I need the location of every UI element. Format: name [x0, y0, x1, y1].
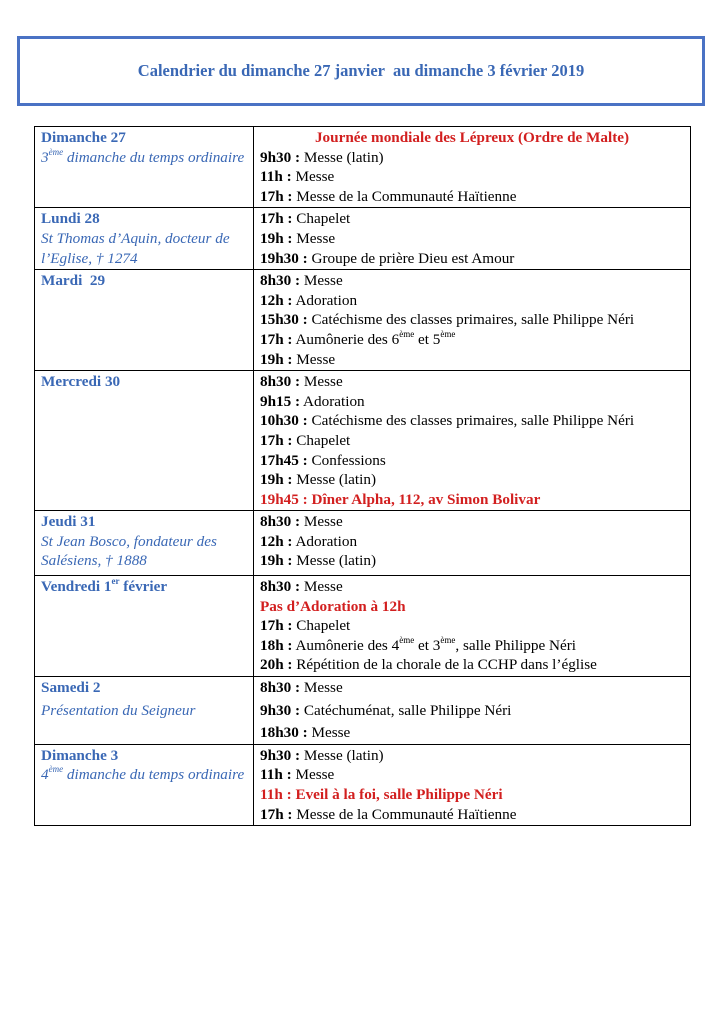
title-box [17, 36, 705, 106]
event-item: 19h : Messe [260, 229, 336, 247]
day-subtitle: 3ème dimanche du temps ordinaire [41, 146, 245, 166]
event-item: 18h : Aumônerie des 4ème et 3ème, salle Philippe Néri [260, 634, 577, 654]
day-subtitle: St Thomas d’Aquin, docteur de l’Eglise, † 1274 [41, 229, 230, 267]
day-row-dimanche-27 [35, 127, 691, 208]
day-name: Lundi 28 [41, 210, 100, 228]
day-cell [35, 677, 254, 745]
event-highlight: Journée mondiale des Lépreux (Ordre de Malte) [314, 129, 630, 146]
event-item: 17h : Chapelet [260, 210, 351, 228]
event-item: 19h : Messe (latin) [260, 471, 377, 489]
event-item: 20h : Répétition de la chorale de la CCHP dans l’église [260, 656, 597, 674]
event-item: 19h : Messe [260, 350, 336, 368]
day-name: Mercredi 30 [41, 373, 121, 391]
event-item: 9h30 : Catéchuménat, salle Philippe Néri [260, 701, 512, 719]
event-item: 8h30 : Messe [260, 679, 343, 697]
day-name: Dimanche 27 [41, 129, 126, 146]
event-item: 8h30 : Messe [260, 373, 343, 391]
day-row-mardi-29 [35, 270, 691, 371]
event-item: 15h30 : Catéchisme des classes primaires, salle Philippe Néri [260, 311, 635, 329]
events-cell [254, 371, 691, 511]
event-item: 19h : Messe (latin) [260, 552, 377, 570]
day-row-jeudi-31 [35, 511, 691, 576]
day-row-samedi-2 [35, 677, 691, 745]
event-item: 17h : Messe de la Communauté Haïtienne [260, 805, 517, 823]
event-item: 11h : Messe [260, 168, 335, 186]
event-item: 18h30 : Messe [260, 724, 351, 742]
event-item: 8h30 : Messe [260, 272, 343, 290]
day-subtitle: 4ème dimanche du temps ordinaire [41, 764, 245, 784]
events-cell [254, 576, 691, 677]
day-cell [35, 127, 254, 208]
day-name: Mardi 29 [41, 272, 106, 290]
day-row-dimanche-3 [35, 744, 691, 825]
day-subtitle: St Jean Bosco, fondateur des Salésiens, † 1888 [41, 532, 217, 570]
day-row-vendredi-1 [35, 576, 691, 677]
event-highlight: 19h45 : Dîner Alpha, 112, av Simon Bolivar [260, 490, 541, 508]
event-item: 19h30 : Groupe de prière Dieu est Amour [260, 249, 515, 267]
event-item: 8h30 : Messe [260, 513, 343, 531]
day-cell [35, 511, 254, 576]
event-highlight: Pas d’Adoration à 12h [260, 597, 406, 615]
day-name: Samedi 2 [41, 679, 101, 697]
day-row-lundi-28 [35, 208, 691, 270]
event-item: 8h30 : Messe [260, 578, 343, 596]
event-item: 17h : Chapelet [260, 431, 351, 449]
event-item: 9h30 : Messe (latin) [260, 148, 384, 166]
event-item: 17h45 : Confessions [260, 451, 386, 469]
events-cell [254, 127, 691, 208]
day-row-mercredi-30 [35, 371, 691, 511]
schedule-table [34, 126, 691, 826]
day-cell [35, 744, 254, 825]
event-item: 12h : Adoration [260, 291, 358, 309]
events-cell [254, 208, 691, 270]
page-title: Calendrier du dimanche 27 janvier au dimanche 3 février 2019 [137, 61, 585, 80]
event-item: 17h : Aumônerie des 6ème et 5ème [260, 328, 456, 348]
day-subtitle: Présentation du Seigneur [41, 701, 196, 719]
events-cell [254, 744, 691, 825]
event-item: 10h30 : Catéchisme des classes primaires, salle Philippe Néri [260, 412, 635, 430]
event-item: 9h15 : Adoration [260, 392, 365, 410]
event-item: 17h : Chapelet [260, 617, 351, 635]
day-name: Jeudi 31 [41, 513, 96, 531]
event-highlight: 11h : Eveil à la foi, salle Philippe Néri [260, 786, 503, 803]
events-cell [254, 677, 691, 745]
day-cell [35, 208, 254, 270]
events-cell [254, 270, 691, 371]
event-item: 11h : Messe [260, 766, 335, 784]
event-item: 12h : Adoration [260, 532, 358, 550]
day-cell [35, 270, 254, 371]
day-name: Vendredi 1er février [41, 576, 168, 596]
day-cell [35, 371, 254, 511]
day-name: Dimanche 3 [41, 746, 119, 764]
events-cell [254, 511, 691, 576]
event-item: 9h30 : Messe (latin) [260, 746, 384, 764]
event-item: 17h : Messe de la Communauté Haïtienne [260, 187, 517, 205]
day-cell [35, 576, 254, 677]
